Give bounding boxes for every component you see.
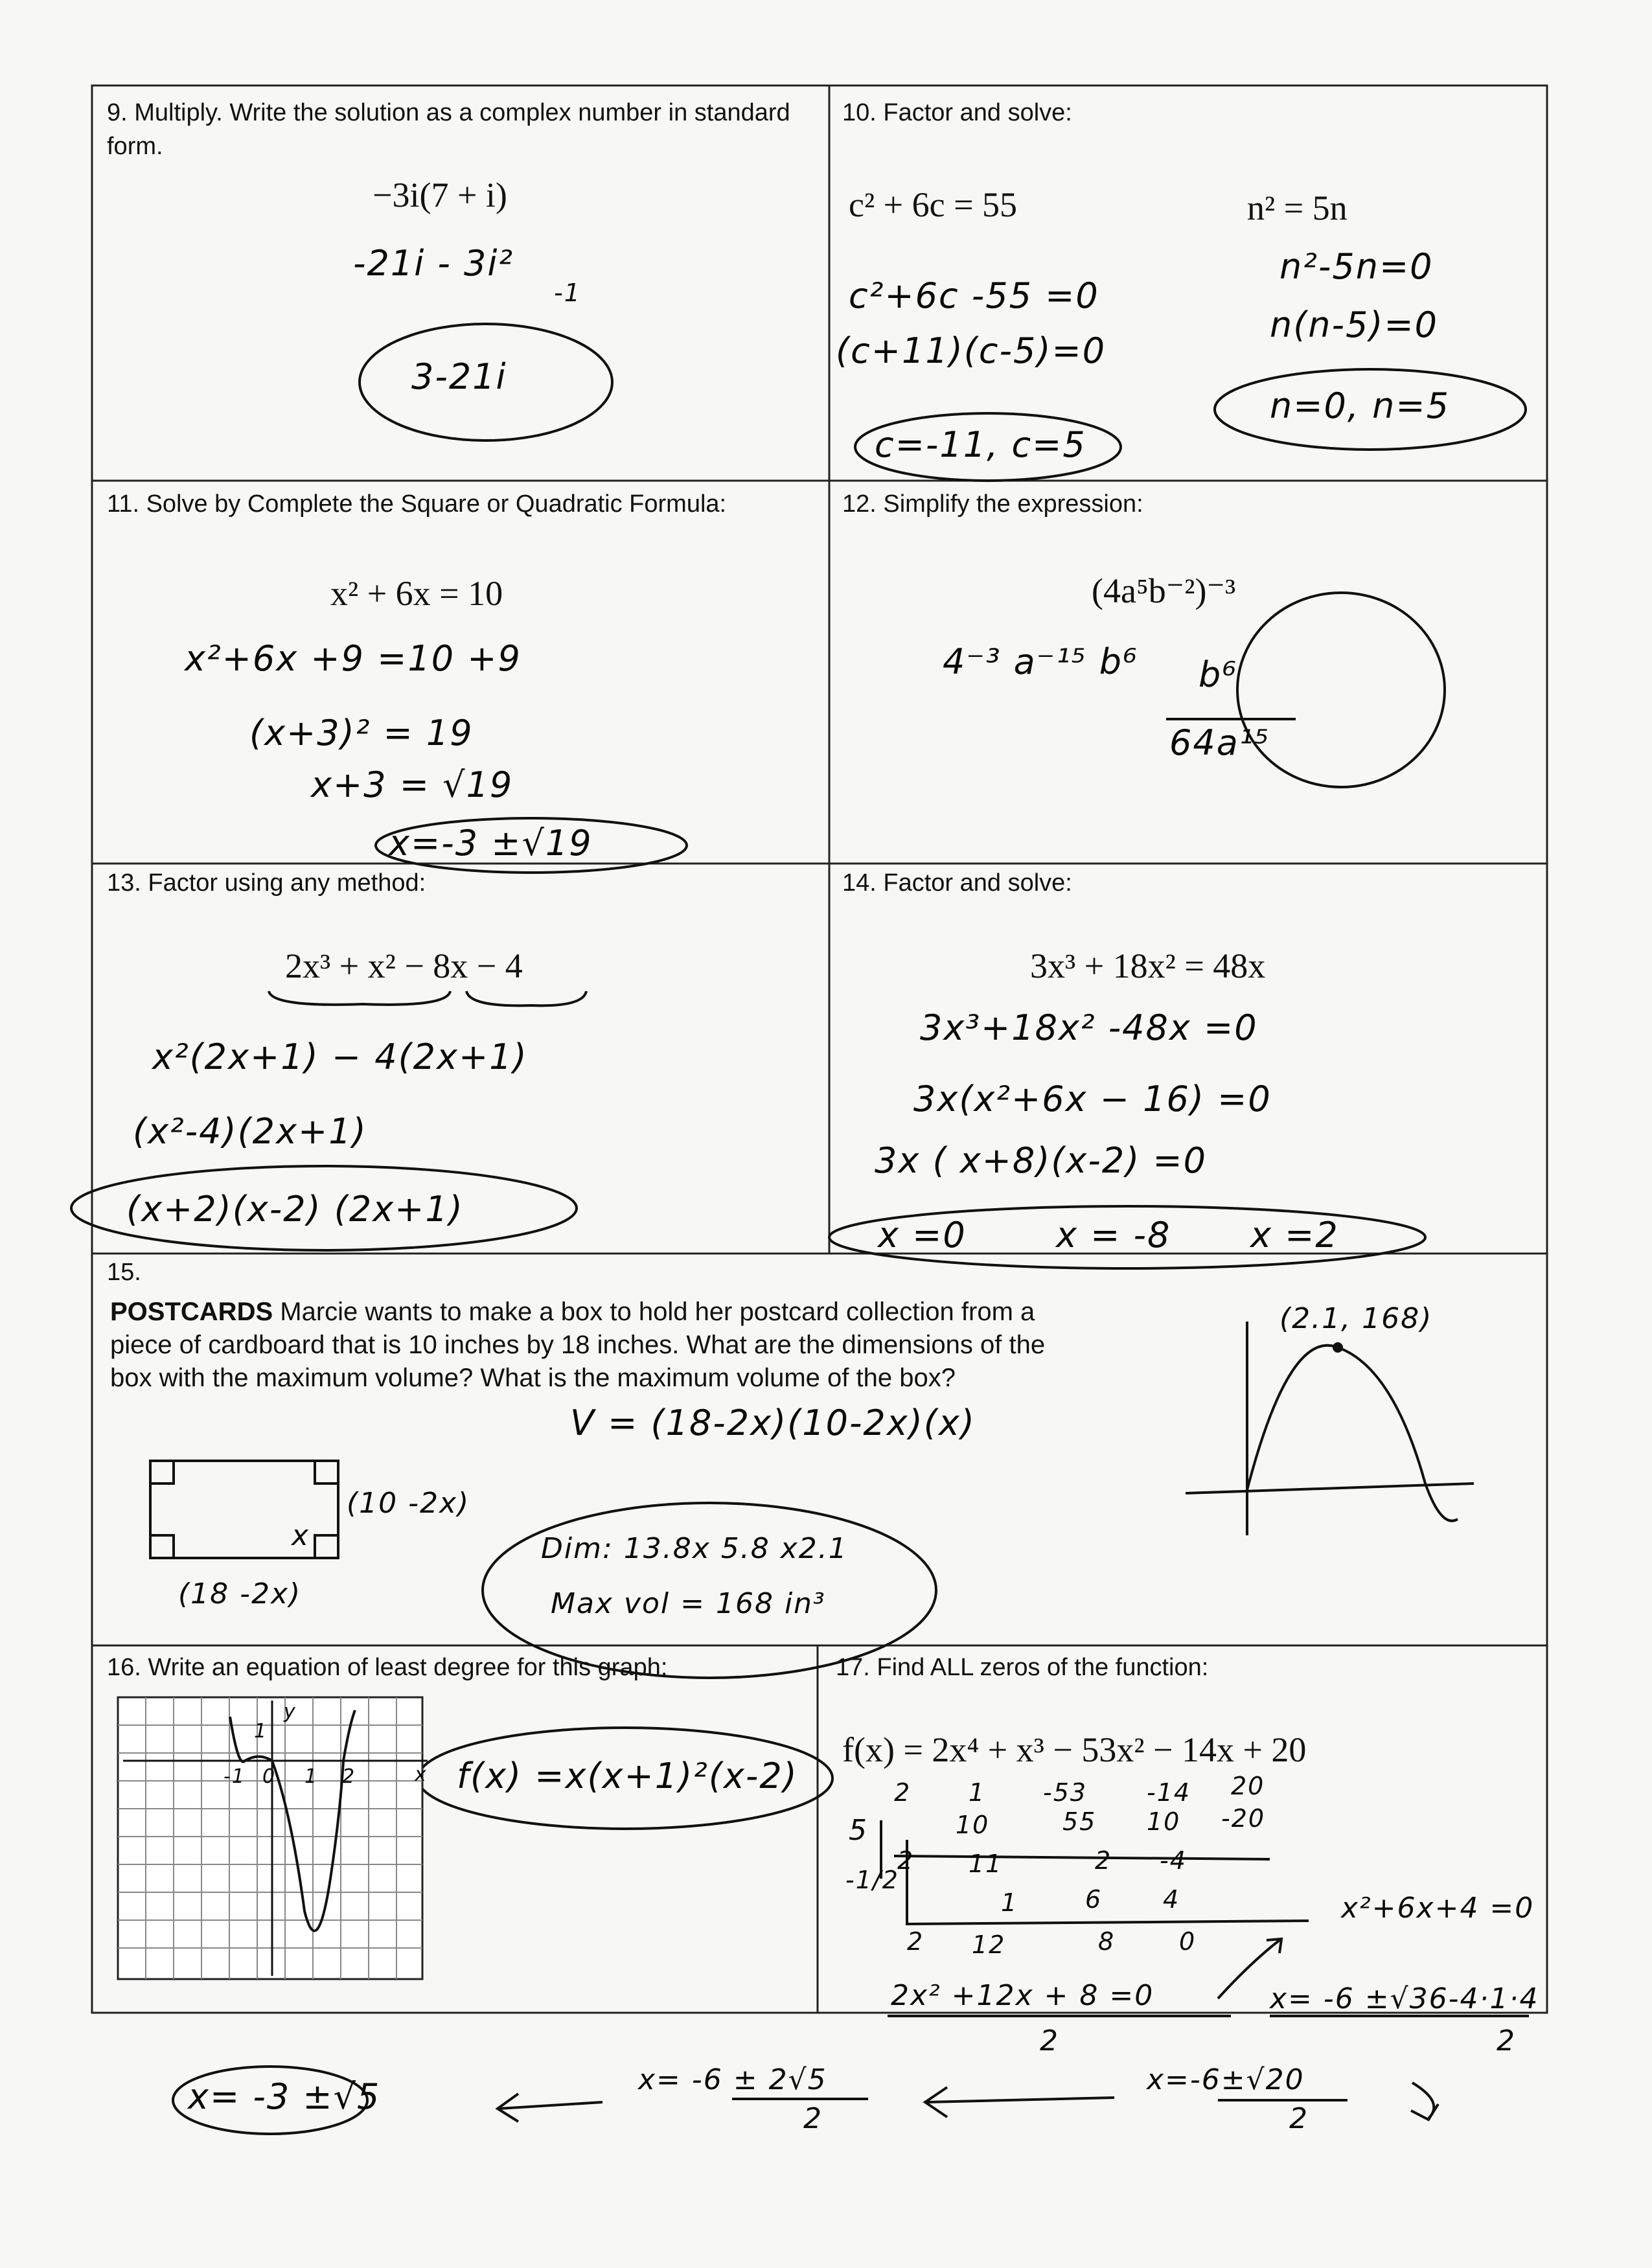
synth-r4-c2: 1 — [1001, 1888, 1018, 1917]
problem-15-answer-dimensions: Dim: 13.8x 5.8 x2.1 — [541, 1532, 848, 1565]
problem-11-work-2: (x+3)² = 19 — [249, 713, 474, 753]
problem-13-label: 13. Factor using any method: — [107, 869, 426, 897]
problem-13-answer: (x+2)(x-2) (2x+1) — [126, 1189, 464, 1230]
problem-15-number: 15. — [107, 1259, 141, 1286]
problem-15-corner-label: x — [292, 1519, 310, 1552]
problem-15-text — [110, 1296, 1056, 1395]
synth-r3-c4: -4 — [1160, 1846, 1187, 1875]
problem-14-label: 14. Factor and solve: — [842, 869, 1072, 897]
problem-10-work-b-1: n²-5n=0 — [1279, 246, 1434, 287]
synth-r3-c2: 11 — [969, 1850, 1003, 1878]
problem-17-step-b-denominator: 2 — [803, 2102, 823, 2135]
problem-13-expression: 2x³ + x² − 8x − 4 — [285, 946, 523, 985]
problem-13-work-2: (x²-4)(2x+1) — [133, 1111, 367, 1152]
problem-15-keyword: POSTCARDS — [110, 1298, 273, 1326]
problem-16-answer: f(x) =x(x+1)²(x-2) — [457, 1756, 798, 1796]
synth-r2-c2: 10 — [956, 1811, 990, 1839]
problem-12-answer-denominator: 64a¹⁵ — [1169, 722, 1270, 763]
synth-r3-c3: 2 — [1095, 1846, 1112, 1875]
problem-13-work-1: x²(2x+1) − 4(2x+1) — [152, 1037, 528, 1077]
problem-14-work-1: 3x³+18x² -48x =0 — [920, 1007, 1258, 1048]
problem-14-answer-2: x = -8 — [1056, 1215, 1171, 1255]
synth-r5-c4: 0 — [1179, 1927, 1197, 1956]
problem-11-label: 11. Solve by Complete the Square or Quadratic Formula: — [107, 490, 727, 518]
problem-14-work-3: 3x ( x+8)(x-2) =0 — [875, 1140, 1208, 1181]
problem-10-label: 10. Factor and solve: — [842, 99, 1072, 126]
problem-15-bottom-label: (18 -2x) — [178, 1577, 302, 1610]
problem-17-step-b: x= -6 ± 2√5 — [638, 2063, 827, 2096]
problem-10-equation-b: n² = 5n — [1247, 189, 1348, 227]
synth-root-1: 5 — [849, 1814, 868, 1847]
problem-17-quadratic-1: 2x² +12x + 8 =0 — [891, 1979, 1154, 2012]
graph-16-label-one: 1 — [254, 1720, 268, 1743]
problem-15-side-label: (10 -2x) — [347, 1487, 470, 1520]
synth-r4-c4: 4 — [1163, 1885, 1180, 1914]
problem-12-label: 12. Simplify the expression: — [842, 490, 1143, 518]
problem-9-work-2: -1 — [554, 279, 581, 307]
problem-17-step-a: x=-6±√20 — [1147, 2063, 1305, 2096]
problem-12-expression: (4a⁵b⁻²)⁻³ — [1092, 571, 1236, 610]
problem-14-answer-3: x =2 — [1250, 1215, 1339, 1255]
synth-r1-c1: 2 — [894, 1778, 912, 1807]
graph-16-label-neg-one: -1 — [224, 1765, 246, 1788]
problem-10-work-a-1: c²+6c -55 =0 — [849, 275, 1099, 316]
problem-17-quadratic-1-denominator: 2 — [1040, 2024, 1059, 2057]
problem-14-work-2: 3x(x²+6x − 16) =0 — [913, 1079, 1272, 1119]
synth-r4-c3: 6 — [1085, 1885, 1103, 1914]
problem-17-quadratic-formula: x= -6 ±√36-4·1·4 — [1270, 1982, 1539, 2015]
synth-r1-c2: 1 — [969, 1778, 986, 1807]
synth-r1-c4: -14 — [1147, 1778, 1191, 1807]
problem-17-step-a-denominator: 2 — [1289, 2102, 1309, 2135]
synth-root-2: -1/2 — [845, 1866, 899, 1894]
graph-16 — [118, 1697, 428, 1979]
problem-9-work-1: -21i - 3i² — [353, 243, 514, 284]
problem-10-answer-a: c=-11, c=5 — [875, 424, 1086, 465]
problem-10-equation-a: c² + 6c = 55 — [849, 185, 1018, 224]
synth-r1-c5: 20 — [1231, 1772, 1265, 1800]
problem-12-work: 4⁻³ a⁻¹⁵ b⁶ — [943, 641, 1138, 682]
problem-12-answer-numerator: b⁶ — [1199, 654, 1237, 695]
problem-10-work-b-2: n(n-5)=0 — [1270, 304, 1439, 345]
problem-17-function: f(x) = 2x⁴ + x³ − 53x² − 14x + 20 — [842, 1730, 1307, 1769]
problem-10-work-a-2: (c+11)(c-5)=0 — [836, 330, 1107, 371]
synth-r5-c2: 12 — [972, 1930, 1006, 1959]
problem-15-body: Marcie wants to make a box to hold her postcard collection from a piece of cardboard that is 10 inches by 18 inches. What are the dimensions of the box with the maximum volume? What is the maximum volume of the box? — [110, 1298, 1046, 1392]
problem-17-quadratic-2: x²+6x+4 =0 — [1341, 1892, 1535, 1925]
graph-16-label-one-x: 1 — [304, 1765, 319, 1788]
synth-r5-c3: 8 — [1098, 1927, 1116, 1956]
problem-9-answer: 3-21i — [411, 356, 507, 397]
graph-16-label-two: 2 — [342, 1765, 356, 1788]
synth-r5-c1: 2 — [907, 1927, 924, 1956]
problem-11-work-1: x²+6x +9 =10 +9 — [185, 638, 522, 679]
synth-r2-c4: 10 — [1147, 1807, 1181, 1836]
problem-10-answer-b: n=0, n=5 — [1270, 385, 1450, 426]
problem-11-answer: x=-3 ±√19 — [389, 823, 593, 864]
problem-11-work-3: x+3 = √19 — [311, 764, 514, 805]
synth-r2-c3: 55 — [1062, 1807, 1097, 1836]
graph-16-y-label: y — [284, 1701, 297, 1723]
synth-r3-c1: 2 — [897, 1846, 915, 1875]
problem-9-expression: −3i(7 + i) — [373, 176, 507, 214]
problem-15-volume-equation: V = (18-2x)(10-2x)(x) — [570, 1403, 976, 1443]
problem-11-expression: x² + 6x = 10 — [330, 574, 503, 613]
problem-15-max-point: (2.1, 168) — [1279, 1302, 1433, 1335]
problem-14-answer-1: x =0 — [878, 1215, 967, 1255]
synth-r2-c5: -20 — [1221, 1804, 1266, 1833]
problem-15-answer-volume: Max vol = 168 in³ — [551, 1587, 826, 1620]
synth-r1-c3: -53 — [1043, 1778, 1088, 1807]
problem-17-final-answer: x= -3 ±√5 — [188, 2076, 381, 2117]
problem-14-expression: 3x³ + 18x² = 48x — [1030, 946, 1266, 985]
problem-17-quadratic-formula-denominator: 2 — [1497, 2024, 1516, 2057]
graph-16-x-label: x — [415, 1763, 428, 1786]
problem-9-label: 9. Multiply. Write the solution as a complex number in standard form. — [107, 99, 790, 160]
problem-16-label: 16. Write an equation of least degree for this graph: — [107, 1654, 668, 1681]
graph-16-label-zero: 0 — [262, 1765, 277, 1788]
problem-17-label: 17. Find ALL zeros of the function: — [836, 1654, 1209, 1681]
